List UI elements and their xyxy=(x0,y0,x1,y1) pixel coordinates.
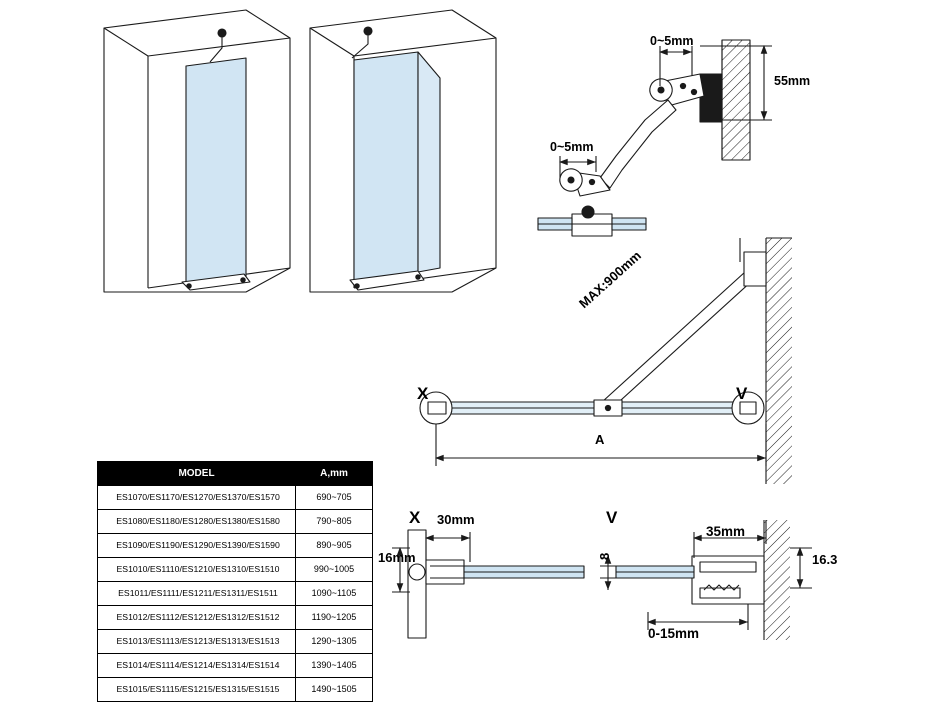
model-spec-table xyxy=(97,461,373,702)
table-row xyxy=(98,558,373,582)
table-row xyxy=(98,510,373,534)
table-row xyxy=(98,654,373,678)
cell-model: ES1080/ES1180/ES1280/ES1380/ES1580 xyxy=(98,510,296,534)
cell-a: 690~705 xyxy=(296,486,373,510)
callout-dim-a: A xyxy=(595,432,605,447)
table-body xyxy=(98,486,373,702)
cell-a: 1490~1505 xyxy=(296,678,373,702)
cell-model: ES1090/ES1190/ES1290/ES1390/ES1590 xyxy=(98,534,296,558)
callout-profile-width: 30mm xyxy=(437,512,475,527)
callout-wall-height: 55mm xyxy=(774,74,811,88)
cell-a: 1190~1205 xyxy=(296,606,373,630)
cell-model: ES1013/ES1113/ES1213/ES1313/ES1513 xyxy=(98,630,296,654)
cell-model: ES1012/ES1112/ES1212/ES1312/ES1512 xyxy=(98,606,296,630)
callout-point-x-elevation: X xyxy=(417,384,429,403)
table-row xyxy=(98,582,373,606)
cell-a: 890~905 xyxy=(296,534,373,558)
callout-profile-depth: 16mm xyxy=(378,550,416,565)
callout-wall-profile-width: 35mm xyxy=(706,524,746,539)
table-row xyxy=(98,630,373,654)
cell-model: ES1070/ES1170/ES1270/ES1370/ES1570 xyxy=(98,486,296,510)
cell-model: ES1011/ES1111/ES1211/ES1311/ES1511 xyxy=(98,582,296,606)
table-row xyxy=(98,486,373,510)
header-a: A,mm xyxy=(296,462,373,486)
cell-a: 990~1005 xyxy=(296,558,373,582)
callout-point-v-elevation: V xyxy=(736,384,748,403)
callout-gap-mid: 0~5mm xyxy=(550,140,594,154)
table-row xyxy=(98,606,373,630)
cell-model: ES1015/ES1115/ES1215/ES1315/ES1515 xyxy=(98,678,296,702)
cell-model: ES1014/ES1114/ES1214/ES1314/ES1514 xyxy=(98,654,296,678)
bracket-detail-view xyxy=(538,40,772,236)
callout-point-x-section: X xyxy=(409,508,421,527)
table-row xyxy=(98,678,373,702)
header-model: MODEL xyxy=(98,462,296,486)
cell-model: ES1010/ES1110/ES1210/ES1310/ES1510 xyxy=(98,558,296,582)
callout-max-bar: MAX:900mm xyxy=(576,247,645,312)
callout-wall-profile-height: 16.3 xyxy=(812,552,838,567)
callout-point-v-section: V xyxy=(606,508,618,527)
table-header-row xyxy=(98,462,373,486)
cell-a: 1390~1405 xyxy=(296,654,373,678)
cell-a: 790~805 xyxy=(296,510,373,534)
cell-a: 1290~1305 xyxy=(296,630,373,654)
section-x-detail xyxy=(392,530,584,638)
callout-gap-top: 0~5mm xyxy=(650,34,694,48)
perspective-view-right xyxy=(310,10,496,292)
cell-a: 1090~1105 xyxy=(296,582,373,606)
table-row xyxy=(98,534,373,558)
perspective-view-left xyxy=(104,10,290,292)
callout-glass-thickness: 8 xyxy=(597,552,612,560)
callout-adjust-range: 0-15mm xyxy=(648,626,700,641)
